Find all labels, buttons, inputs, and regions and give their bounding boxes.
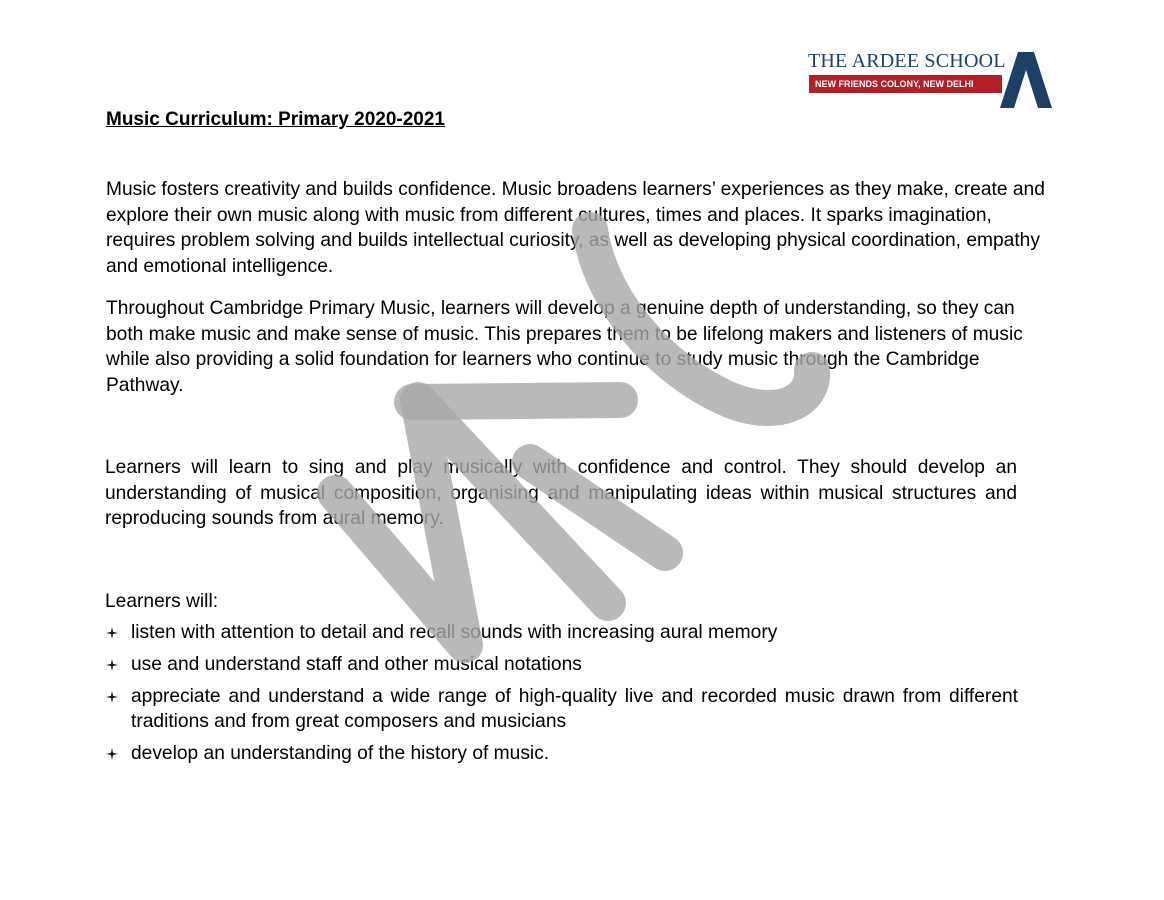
list-item	[106, 741, 1018, 766]
list-item	[106, 620, 1018, 645]
list-item-text: develop an understanding of the history of music.	[131, 743, 550, 764]
paragraph-music-benefits: Music fosters creativity and builds confidence. Music broadens learners’ experiences as they make, create and explore their own music along with music from different cultures, times and places. It sparks imagination, requires problem solving and builds intellectual curiosity, as well as developing physical coordination, empathy and emotional intelligence.	[106, 179, 1045, 277]
learner-outcomes-list	[106, 620, 1018, 773]
list-item	[106, 684, 1018, 734]
four-point-star-icon	[106, 659, 118, 671]
list-intro: Learners will:	[105, 591, 219, 612]
logo-a-icon	[1000, 52, 1052, 108]
watermark-letter-f-stem	[412, 400, 620, 402]
school-logo	[806, 50, 1054, 110]
paragraph-learner-goals: Learners will learn to sing and play musically with confidence and control. They should develop an understanding of musical composition, organising and manipulating ideas within musical structures and reproducing sounds from aural memory.	[105, 457, 1017, 529]
list-item-text: listen with attention to detail and recall sounds with increasing aural memory	[131, 622, 778, 643]
page-title: Music Curriculum: Primary 2020-2021	[106, 109, 445, 130]
list-item-text: use and understand staff and other musical notations	[131, 654, 582, 675]
four-point-star-icon	[106, 691, 118, 703]
four-point-star-icon	[106, 748, 118, 760]
list-item	[106, 652, 1018, 677]
school-name: THE ARDEE SCHOOL	[808, 50, 1006, 72]
paragraph-cambridge-music: Throughout Cambridge Primary Music, learners will develop a genuine depth of understanding, so they can both make music and make sense of music. This prepares them to be lifelong makers and listeners of music while also providing a solid foundation for learners who continue to study music through the Cambridge Pathway.	[106, 298, 1023, 396]
school-location: NEW FRIENDS COLONY, NEW DELHI	[809, 75, 1002, 93]
four-point-star-icon	[106, 627, 118, 639]
list-item-text: appreciate and understand a wide range of high-quality live and recorded music drawn from different traditions and from great composers and musicians	[131, 686, 1018, 732]
